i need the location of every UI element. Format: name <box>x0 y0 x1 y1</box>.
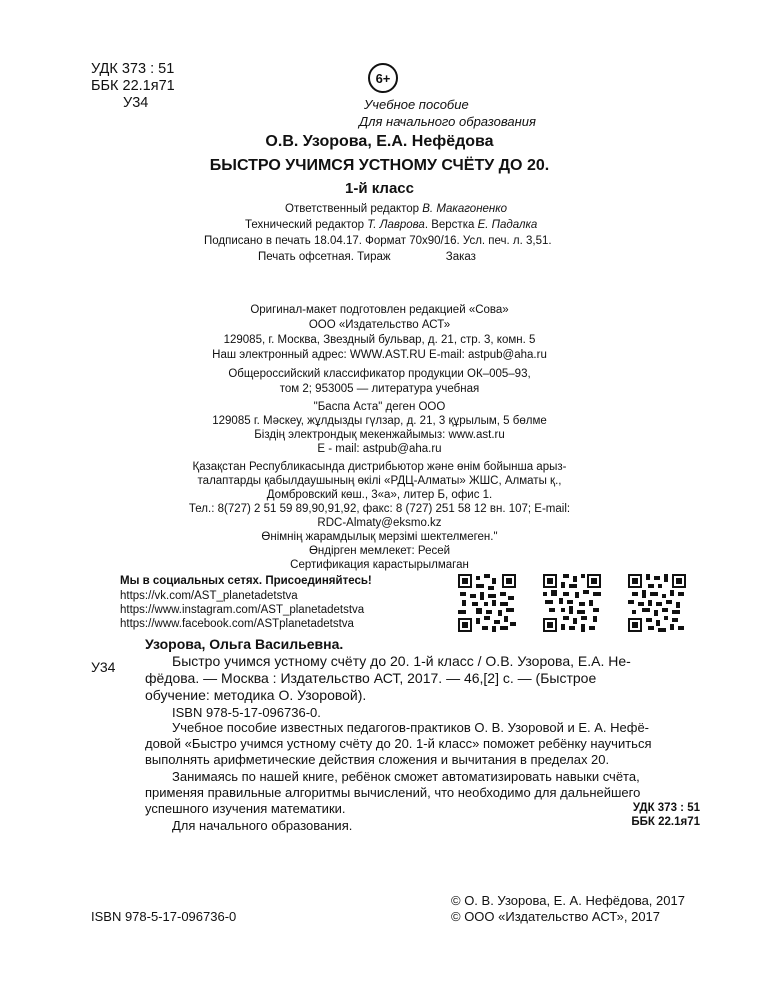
tech-editor-name: Т. Лаврова <box>367 219 425 231</box>
publisher-line: Наш электронный адрес: WWW.AST.RU E-mail: astpub@aha.ru <box>212 349 547 361</box>
print-run-label: Печать офсетная. Тираж <box>258 251 391 263</box>
series-line-1: Учебное пособие <box>364 97 469 112</box>
publisher-line: Общероссийский классификатор продукции ОК–005–93, <box>228 368 531 380</box>
publisher-line: том 2; 953005 — литература учебная <box>279 383 480 395</box>
publisher-line: талаптарды қабылдаушының өкілі «РДЦ-Алматы» ЖШС, Алматы қ., <box>197 475 562 487</box>
description-line: обучение: методика О. Узоровой). <box>145 687 367 703</box>
catalog-isbn: ISBN 978-5-17-096736-0. <box>172 705 321 720</box>
publisher-line: 129085 г. Мәскеу, жұлдызды гүлзар, д. 21, 3 құрылым, 5 бөлме <box>212 415 547 427</box>
social-link-instagram[interactable]: https://www.instagram.com/AST_planetadetstva <box>120 604 365 616</box>
imprint-block <box>204 201 552 265</box>
qr-code-vk[interactable] <box>458 574 516 632</box>
publisher-line: Өндірген мемлекет: Ресей <box>308 545 451 557</box>
annotation-line: Учебное пособие известных педагогов-практиков О. В. Узоровой и Е. А. Нефё- <box>172 720 650 735</box>
layout-label: . Верстка <box>424 219 475 231</box>
signed-line: Подписано в печать 18.04.17. Формат 70х90/16. Усл. печ. л. 3,51. <box>204 235 552 247</box>
copyright-publisher: © ООО «Издательство АСТ», 2017 <box>451 909 661 924</box>
publisher-line: ООО «Издательство АСТ» <box>308 319 451 331</box>
publisher-line: "Баспа Аста" деген ООО <box>313 401 446 413</box>
publisher-line: Домбровский көш., 3«а», литер Б, офис 1. <box>266 489 493 501</box>
annotation-paragraph-1 <box>145 720 712 768</box>
editor-name: В. Макагоненко <box>422 203 508 215</box>
publisher-line: Қазақстан Республикасында дистрибьютор және өнім бойынша арыз- <box>192 461 567 473</box>
publisher-line: Тел.: 8(727) 2 51 59 89,90,91,92, факс: 8 (727) 251 58 12 вн. 107; E-mail: <box>188 503 571 515</box>
annotation-line: применяя правильные алгоритмы вычислений, что необходимо для дальнейшего <box>145 785 641 800</box>
social-link-facebook[interactable]: https://www.facebook.com/ASTplanetadetstva <box>120 618 354 630</box>
publisher-line: 129085, г. Москва, Звездный бульвар, д. 21, стр. 3, комн. 5 <box>223 334 536 346</box>
social-link-vk[interactable]: https://vk.com/AST_planetadetstva <box>120 590 298 602</box>
catalog-mark: У34 <box>91 659 116 675</box>
copyright-authors: © О. В. Узорова, Е. А. Нефёдова, 2017 <box>451 893 685 908</box>
udk-code: УДК 373 : 51 <box>91 61 175 77</box>
annotation-paragraph-3: Для начального образования. <box>172 818 353 833</box>
description-line: фёдова. — Москва : Издательство АСТ, 2017. — 46,[2] с. — (Быстрое <box>145 670 597 686</box>
description-line: Быстро учимся устному счёту до 20. 1-й класс / О.В. Узорова, Е.А. Не- <box>172 653 631 669</box>
qr-code-facebook[interactable] <box>628 574 686 632</box>
bbk-code-bottom: ББК 22.1я71 <box>631 816 700 828</box>
social-heading: Мы в социальных сетях. Присоединяйтесь! <box>120 575 372 587</box>
annotation-line: Занимаясь по нашей книге, ребёнок сможет автоматизировать навыки счёта, <box>172 769 640 784</box>
publisher-line: RDC-Almaty@eksmo.kz <box>317 517 442 529</box>
author-mark: У34 <box>123 95 149 111</box>
classification-codes-top <box>91 61 175 112</box>
catalog-description <box>145 653 712 704</box>
authors-heading: О.В. Узорова, Е.А. Нефёдова <box>265 133 494 150</box>
bbk-code: ББК 22.1я71 <box>91 78 175 94</box>
annotation-line: выполнять арифметические действия сложения и вычитания в пределах 20. <box>145 752 610 767</box>
publisher-line: E - mail: astpub@aha.ru <box>317 443 442 455</box>
annotation-line: довой «Быстро учимся устному счёту до 20. 1-й класс» поможет ребёнку научиться <box>145 736 652 751</box>
age-rating-badge: 6+ <box>368 63 398 93</box>
book-title: БЫСТРО УЧИМСЯ УСТНОМУ СЧЁТУ ДО 20. <box>209 157 550 174</box>
footer-isbn: ISBN 978-5-17-096736-0 <box>91 909 237 924</box>
udk-code-bottom: УДК 373 : 51 <box>632 802 700 814</box>
annotation-line: успешного изучения математики. <box>145 801 346 816</box>
editor-label: Ответственный редактор <box>285 203 420 215</box>
tech-editor-line <box>243 217 552 233</box>
layout-name: Е. Падалка <box>477 219 538 231</box>
catalog-author: Узорова, Ольга Васильевна. <box>145 636 344 652</box>
publisher-line: Оригинал-макет подготовлен редакцией «Сова» <box>250 304 509 316</box>
publisher-line: Сертификация карастырылмаган <box>290 559 469 571</box>
series-line-2: Для начального образования <box>359 114 536 129</box>
publisher-line: Біздің электрондық мекенжайымыз: www.ast.ru <box>254 429 505 441</box>
tech-editor-label: Технический редактор <box>245 219 364 231</box>
classification-codes-bottom <box>560 801 700 829</box>
editor-line <box>243 201 552 217</box>
print-run-line <box>258 249 552 265</box>
publisher-line: Өнімнің жарамдылық мерзімі шектелмеген." <box>261 531 498 543</box>
order-label: Заказ <box>445 251 476 263</box>
grade-label: 1-й класс <box>345 180 414 197</box>
qr-code-instagram[interactable] <box>543 574 601 632</box>
